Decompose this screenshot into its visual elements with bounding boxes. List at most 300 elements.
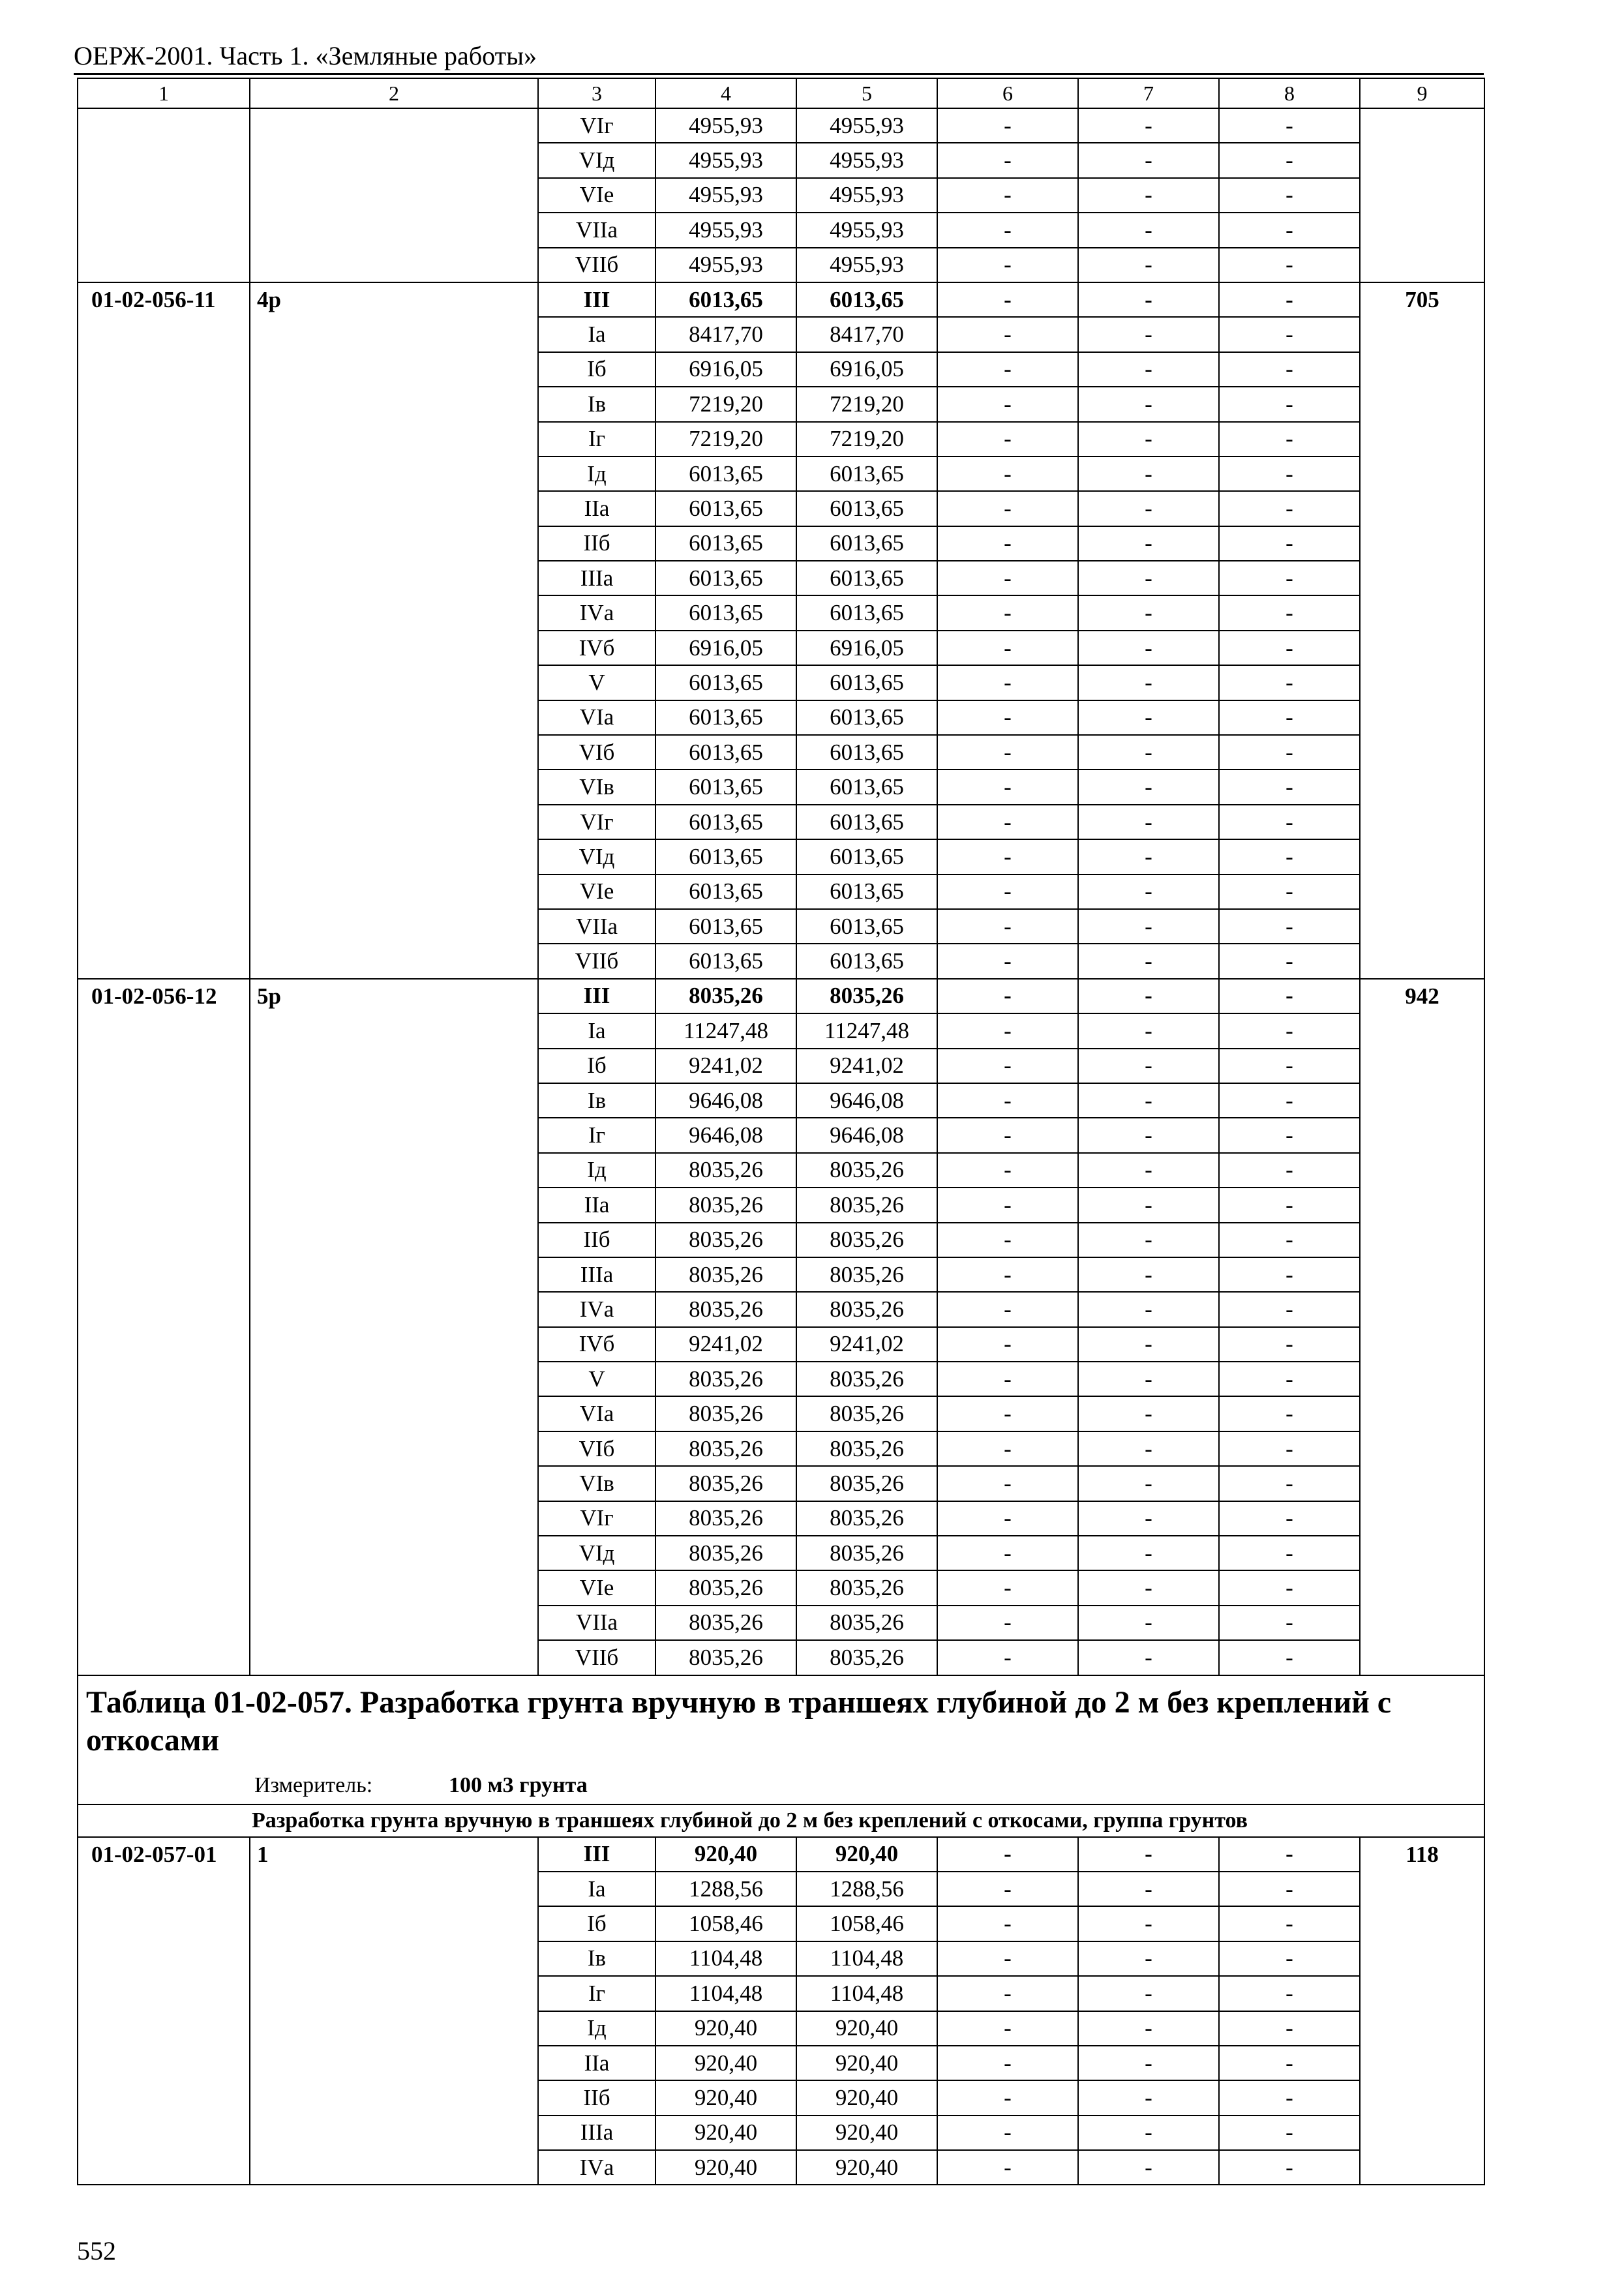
value-cell: - (1078, 1083, 1219, 1118)
value-cell: 6013,65 (655, 944, 796, 978)
value-cell: 6013,65 (796, 595, 937, 630)
value-cell: - (1078, 1188, 1219, 1222)
value-cell: - (937, 526, 1078, 561)
value-cell: 6013,65 (655, 875, 796, 909)
value-cell: - (937, 770, 1078, 804)
value-cell: 920,40 (655, 2011, 796, 2046)
value-cell: 4955,93 (655, 248, 796, 282)
page-header-title: ОЕРЖ-2001. Часть 1. «Земляные работы» (74, 41, 537, 70)
value-cell: - (1078, 108, 1219, 143)
column-9-cell: 118 (1360, 1837, 1484, 2185)
value-cell: - (1078, 1153, 1219, 1188)
value-cell: - (1219, 561, 1360, 595)
value-cell: - (1078, 1606, 1219, 1640)
value-cell: - (1219, 631, 1360, 665)
value-cell: - (937, 1118, 1078, 1152)
rate-name-cell: 5р (250, 979, 538, 1675)
soil-group-cell: IIб (538, 526, 655, 561)
value-cell: - (937, 1257, 1078, 1292)
value-cell: - (1219, 1362, 1360, 1396)
value-cell: - (1219, 909, 1360, 944)
value-cell: - (1078, 456, 1219, 491)
value-cell: - (1078, 2080, 1219, 2115)
table-row (78, 979, 1484, 1013)
value-cell: - (1078, 665, 1219, 700)
value-cell: - (937, 143, 1078, 177)
value-cell: - (1219, 1941, 1360, 1976)
soil-group-cell: Iв (538, 1941, 655, 1976)
soil-group-cell: IIIа (538, 2116, 655, 2150)
value-cell: 6013,65 (796, 491, 937, 526)
soil-group-cell: Iд (538, 2011, 655, 2046)
value-cell: - (1078, 839, 1219, 874)
value-cell: 8035,26 (655, 1536, 796, 1570)
value-cell: 6013,65 (796, 875, 937, 909)
value-cell: - (1078, 2116, 1219, 2150)
soil-group-cell: VIг (538, 805, 655, 839)
value-cell: - (1078, 1976, 1219, 2011)
soil-group-cell: IVб (538, 1327, 655, 1362)
rates-table (77, 78, 1485, 2185)
column-header: 6 (937, 78, 1078, 108)
soil-group-cell: Iа (538, 317, 655, 352)
value-cell: 920,40 (655, 2080, 796, 2115)
soil-group-cell: Iв (538, 387, 655, 421)
soil-group-cell: VIд (538, 839, 655, 874)
value-cell: - (1078, 248, 1219, 282)
soil-group-cell: IIб (538, 2080, 655, 2115)
value-cell: - (937, 1466, 1078, 1501)
value-cell: 8035,26 (655, 979, 796, 1013)
table-row (78, 1837, 1484, 1872)
soil-group-cell: Iа (538, 1013, 655, 1048)
value-cell: - (937, 1013, 1078, 1048)
meter-value: 100 м3 грунта (449, 1773, 588, 1797)
soil-group-cell: VIг (538, 108, 655, 143)
value-cell: - (1219, 839, 1360, 874)
value-cell: - (937, 108, 1078, 143)
soil-group-cell: Iг (538, 1976, 655, 2011)
column-header: 3 (538, 78, 655, 108)
value-cell: - (1219, 1292, 1360, 1326)
value-cell: 8035,26 (655, 1188, 796, 1222)
value-cell: 8035,26 (796, 1257, 937, 1292)
soil-group-cell: Iб (538, 1049, 655, 1083)
soil-group-cell: Iд (538, 456, 655, 491)
value-cell: 920,40 (655, 1837, 796, 1872)
section-meter (86, 1771, 1471, 1800)
value-cell: 6013,65 (655, 770, 796, 804)
value-cell: - (1219, 317, 1360, 352)
value-cell: 6013,65 (655, 491, 796, 526)
value-cell: 8035,26 (796, 1188, 937, 1222)
value-cell: - (937, 2011, 1078, 2046)
value-cell: 6013,65 (796, 700, 937, 735)
value-cell: - (1078, 700, 1219, 735)
value-cell: - (1219, 526, 1360, 561)
value-cell: - (937, 1872, 1078, 1906)
value-cell: 920,40 (796, 2150, 937, 2185)
table-row (78, 282, 1484, 317)
value-cell: - (1078, 491, 1219, 526)
value-cell: 1058,46 (796, 1906, 937, 1941)
value-cell: - (1219, 422, 1360, 456)
value-cell: - (1219, 735, 1360, 770)
value-cell: 6013,65 (796, 909, 937, 944)
value-cell: - (937, 631, 1078, 665)
value-cell: - (937, 178, 1078, 213)
value-cell: 6013,65 (796, 770, 937, 804)
value-cell: 1288,56 (796, 1872, 937, 1906)
value-cell: - (1078, 213, 1219, 247)
value-cell: 9241,02 (796, 1327, 937, 1362)
value-cell: - (1219, 108, 1360, 143)
value-cell: - (1219, 248, 1360, 282)
soil-group-cell: III (538, 979, 655, 1013)
value-cell: - (937, 979, 1078, 1013)
soil-group-cell: VIа (538, 700, 655, 735)
value-cell: 920,40 (796, 2046, 937, 2080)
value-cell: - (1078, 422, 1219, 456)
value-cell: - (1078, 178, 1219, 213)
value-cell: - (1219, 1501, 1360, 1536)
value-cell: 6013,65 (796, 805, 937, 839)
column-header: 1 (78, 78, 250, 108)
value-cell: - (1219, 1049, 1360, 1083)
value-cell: - (1078, 143, 1219, 177)
rate-code-cell: 01-02-057-01 (78, 1837, 250, 2185)
value-cell: 7219,20 (796, 422, 937, 456)
value-cell: 9646,08 (796, 1083, 937, 1118)
value-cell: 9241,02 (655, 1327, 796, 1362)
value-cell: - (1078, 352, 1219, 387)
value-cell: - (1078, 805, 1219, 839)
value-cell: - (1078, 875, 1219, 909)
value-cell: - (937, 248, 1078, 282)
column-header: 5 (796, 78, 937, 108)
soil-group-cell: VIг (538, 1501, 655, 1536)
value-cell: - (1219, 979, 1360, 1013)
value-cell: 6916,05 (655, 352, 796, 387)
value-cell: 8035,26 (796, 979, 937, 1013)
value-cell: - (1078, 1941, 1219, 1976)
value-cell: - (937, 1223, 1078, 1257)
value-cell: - (937, 422, 1078, 456)
value-cell: - (1078, 1362, 1219, 1396)
value-cell: 8035,26 (655, 1223, 796, 1257)
value-cell: 7219,20 (655, 387, 796, 421)
value-cell: 9646,08 (655, 1118, 796, 1152)
value-cell: - (937, 595, 1078, 630)
value-cell: - (1078, 1466, 1219, 1501)
value-cell: 920,40 (796, 1837, 937, 1872)
value-cell: 6013,65 (655, 735, 796, 770)
value-cell: 8035,26 (655, 1396, 796, 1431)
column-header: 7 (1078, 78, 1219, 108)
value-cell: 920,40 (796, 2011, 937, 2046)
value-cell: - (1219, 282, 1360, 317)
value-cell: 4955,93 (796, 108, 937, 143)
value-cell: - (1219, 700, 1360, 735)
page-number: 552 (77, 2236, 116, 2266)
value-cell: - (1078, 317, 1219, 352)
value-cell: - (937, 2150, 1078, 2185)
value-cell: - (1219, 1431, 1360, 1466)
value-cell: - (1219, 1536, 1360, 1570)
value-cell: 6916,05 (655, 631, 796, 665)
value-cell: 4955,93 (796, 143, 937, 177)
meter-label: Измеритель: (254, 1773, 373, 1797)
soil-group-cell: VIIб (538, 944, 655, 978)
value-cell: - (1219, 1570, 1360, 1605)
value-cell: 6013,65 (796, 944, 937, 978)
value-cell: - (1219, 1976, 1360, 2011)
value-cell: 1104,48 (796, 1976, 937, 2011)
soil-group-cell: VIе (538, 1570, 655, 1605)
value-cell: - (937, 735, 1078, 770)
value-cell: 920,40 (655, 2046, 796, 2080)
value-cell: 4955,93 (796, 213, 937, 247)
value-cell: 9646,08 (655, 1083, 796, 1118)
value-cell: - (1078, 1640, 1219, 1675)
value-cell: - (937, 700, 1078, 735)
value-cell: 11247,48 (796, 1013, 937, 1048)
value-cell: 9241,02 (796, 1049, 937, 1083)
value-cell: - (1219, 2046, 1360, 2080)
value-cell: - (937, 1640, 1078, 1675)
value-cell: 8035,26 (796, 1153, 937, 1188)
value-cell: - (1219, 1153, 1360, 1188)
soil-group-cell: IIа (538, 491, 655, 526)
soil-group-cell: VIIа (538, 213, 655, 247)
value-cell: 6013,65 (796, 561, 937, 595)
value-cell: 6013,65 (655, 805, 796, 839)
value-cell: - (1219, 2150, 1360, 2185)
value-cell: - (1219, 1906, 1360, 1941)
value-cell: - (1219, 352, 1360, 387)
value-cell: - (937, 665, 1078, 700)
value-cell: - (937, 909, 1078, 944)
value-cell: - (1219, 665, 1360, 700)
value-cell: 920,40 (796, 2080, 937, 2115)
soil-group-cell: IIIа (538, 1257, 655, 1292)
value-cell: - (937, 282, 1078, 317)
value-cell: 4955,93 (655, 213, 796, 247)
value-cell: - (1078, 944, 1219, 978)
value-cell: - (937, 1536, 1078, 1570)
value-cell: - (937, 1570, 1078, 1605)
value-cell: - (1078, 1536, 1219, 1570)
value-cell: - (1078, 1118, 1219, 1152)
value-cell: 4955,93 (655, 178, 796, 213)
value-cell: 6013,65 (655, 561, 796, 595)
value-cell: - (937, 875, 1078, 909)
value-cell: - (937, 491, 1078, 526)
value-cell: - (1219, 1466, 1360, 1501)
soil-group-cell: Iд (538, 1153, 655, 1188)
soil-group-cell: IVа (538, 595, 655, 630)
soil-group-cell: VIд (538, 143, 655, 177)
value-cell: - (1219, 1013, 1360, 1048)
value-cell: - (1219, 2116, 1360, 2150)
value-cell: - (1219, 875, 1360, 909)
value-cell: 6013,65 (796, 456, 937, 491)
value-cell: - (937, 1327, 1078, 1362)
value-cell: 6013,65 (796, 735, 937, 770)
value-cell: - (937, 1941, 1078, 1976)
value-cell: - (937, 944, 1078, 978)
value-cell: - (1078, 1049, 1219, 1083)
value-cell: - (1078, 1292, 1219, 1326)
value-cell: 8035,26 (655, 1431, 796, 1466)
value-cell: 8035,26 (796, 1292, 937, 1326)
value-cell: 4955,93 (655, 143, 796, 177)
value-cell: - (1078, 2150, 1219, 2185)
value-cell: - (1219, 1837, 1360, 1872)
value-cell: 9646,08 (796, 1118, 937, 1152)
value-cell: - (1078, 526, 1219, 561)
value-cell: - (1219, 456, 1360, 491)
value-cell: 8035,26 (655, 1606, 796, 1640)
value-cell: - (1078, 1257, 1219, 1292)
soil-group-cell: III (538, 1837, 655, 1872)
value-cell: 7219,20 (796, 387, 937, 421)
rate-code-cell: 01-02-056-11 (78, 282, 250, 979)
rate-code-cell: 01-02-056-12 (78, 979, 250, 1675)
value-cell: - (1219, 1223, 1360, 1257)
value-cell: - (1078, 1906, 1219, 1941)
value-cell: - (1219, 944, 1360, 978)
value-cell: 7219,20 (655, 422, 796, 456)
value-cell: 8035,26 (796, 1466, 937, 1501)
column-9-cell: 942 (1360, 979, 1484, 1675)
value-cell: - (1219, 1083, 1360, 1118)
value-cell: - (1078, 2046, 1219, 2080)
value-cell: - (937, 387, 1078, 421)
value-cell: 1058,46 (655, 1906, 796, 1941)
value-cell: 6013,65 (655, 839, 796, 874)
column-header: 4 (655, 78, 796, 108)
value-cell: - (1219, 2080, 1360, 2115)
value-cell: - (937, 1501, 1078, 1536)
soil-group-cell: Iг (538, 422, 655, 456)
value-cell: 1104,48 (796, 1941, 937, 1976)
value-cell: 920,40 (796, 2116, 937, 2150)
value-cell: 6013,65 (655, 909, 796, 944)
value-cell: - (937, 1837, 1078, 1872)
column-header: 9 (1360, 78, 1484, 108)
value-cell: - (1219, 1257, 1360, 1292)
soil-group-cell: IIIа (538, 561, 655, 595)
value-cell: 8035,26 (655, 1501, 796, 1536)
value-cell: 8035,26 (796, 1536, 937, 1570)
column-9-cell: 705 (1360, 282, 1484, 979)
rate-name-cell: 1 (250, 1837, 538, 2185)
soil-group-cell: III (538, 282, 655, 317)
section-cell (78, 1675, 1484, 1804)
soil-group-cell: Iг (538, 1118, 655, 1152)
value-cell: - (1219, 1872, 1360, 1906)
value-cell: 8035,26 (796, 1431, 937, 1466)
value-cell: - (1219, 1118, 1360, 1152)
soil-group-cell: Iв (538, 1083, 655, 1118)
value-cell: - (937, 1606, 1078, 1640)
soil-group-cell: VIд (538, 1536, 655, 1570)
value-cell: 6013,65 (655, 595, 796, 630)
value-cell: - (1078, 595, 1219, 630)
value-cell: 920,40 (655, 2150, 796, 2185)
value-cell: - (1078, 1223, 1219, 1257)
value-cell: 6013,65 (796, 282, 937, 317)
value-cell: - (937, 317, 1078, 352)
soil-group-cell: VIIа (538, 1606, 655, 1640)
value-cell: - (937, 1396, 1078, 1431)
soil-group-cell: IIа (538, 2046, 655, 2080)
value-cell: 1288,56 (655, 1872, 796, 1906)
value-cell: - (1078, 735, 1219, 770)
subheader-cell: Разработка грунта вручную в траншеях глубиной до 2 м без креплений с откосами, группа грунтов (78, 1804, 1484, 1837)
rate-name-cell: 4р (250, 282, 538, 979)
value-cell: - (1078, 1431, 1219, 1466)
soil-group-cell: IVб (538, 631, 655, 665)
value-cell: 8035,26 (655, 1292, 796, 1326)
value-cell: - (937, 1188, 1078, 1222)
value-cell: - (1219, 1640, 1360, 1675)
value-cell: - (937, 839, 1078, 874)
value-cell: - (937, 2080, 1078, 2115)
section-row (78, 1675, 1484, 1804)
value-cell: 8035,26 (796, 1640, 937, 1675)
value-cell: - (937, 1431, 1078, 1466)
value-cell: 8417,70 (655, 317, 796, 352)
value-cell: 8035,26 (796, 1223, 937, 1257)
value-cell: 8035,26 (796, 1606, 937, 1640)
value-cell: - (1078, 1570, 1219, 1605)
soil-group-cell: IIа (538, 1188, 655, 1222)
value-cell: 11247,48 (655, 1013, 796, 1048)
value-cell: - (1219, 2011, 1360, 2046)
soil-group-cell: Iб (538, 1906, 655, 1941)
value-cell: - (937, 561, 1078, 595)
value-cell: - (1078, 1396, 1219, 1431)
value-cell: 6916,05 (796, 352, 937, 387)
value-cell: 8035,26 (655, 1362, 796, 1396)
value-cell: 6013,65 (655, 282, 796, 317)
value-cell: 6013,65 (655, 456, 796, 491)
soil-group-cell: VIб (538, 735, 655, 770)
value-cell: - (937, 2046, 1078, 2080)
header-rule (74, 73, 1484, 75)
value-cell: - (1219, 1606, 1360, 1640)
value-cell: 8035,26 (796, 1570, 937, 1605)
soil-group-cell: VIIб (538, 1640, 655, 1675)
value-cell: - (1078, 387, 1219, 421)
value-cell: - (937, 2116, 1078, 2150)
value-cell: 8035,26 (796, 1362, 937, 1396)
value-cell: 6013,65 (796, 839, 937, 874)
subheader-row (78, 1804, 1484, 1837)
soil-group-cell: IVа (538, 1292, 655, 1326)
value-cell: - (937, 1083, 1078, 1118)
soil-group-cell: VIIа (538, 909, 655, 944)
value-cell: - (937, 1362, 1078, 1396)
value-cell: - (1219, 805, 1360, 839)
value-cell: 8035,26 (655, 1570, 796, 1605)
column-header-row (78, 78, 1484, 108)
soil-group-cell: VIв (538, 770, 655, 804)
soil-group-cell: VIе (538, 875, 655, 909)
value-cell: 920,40 (655, 2116, 796, 2150)
